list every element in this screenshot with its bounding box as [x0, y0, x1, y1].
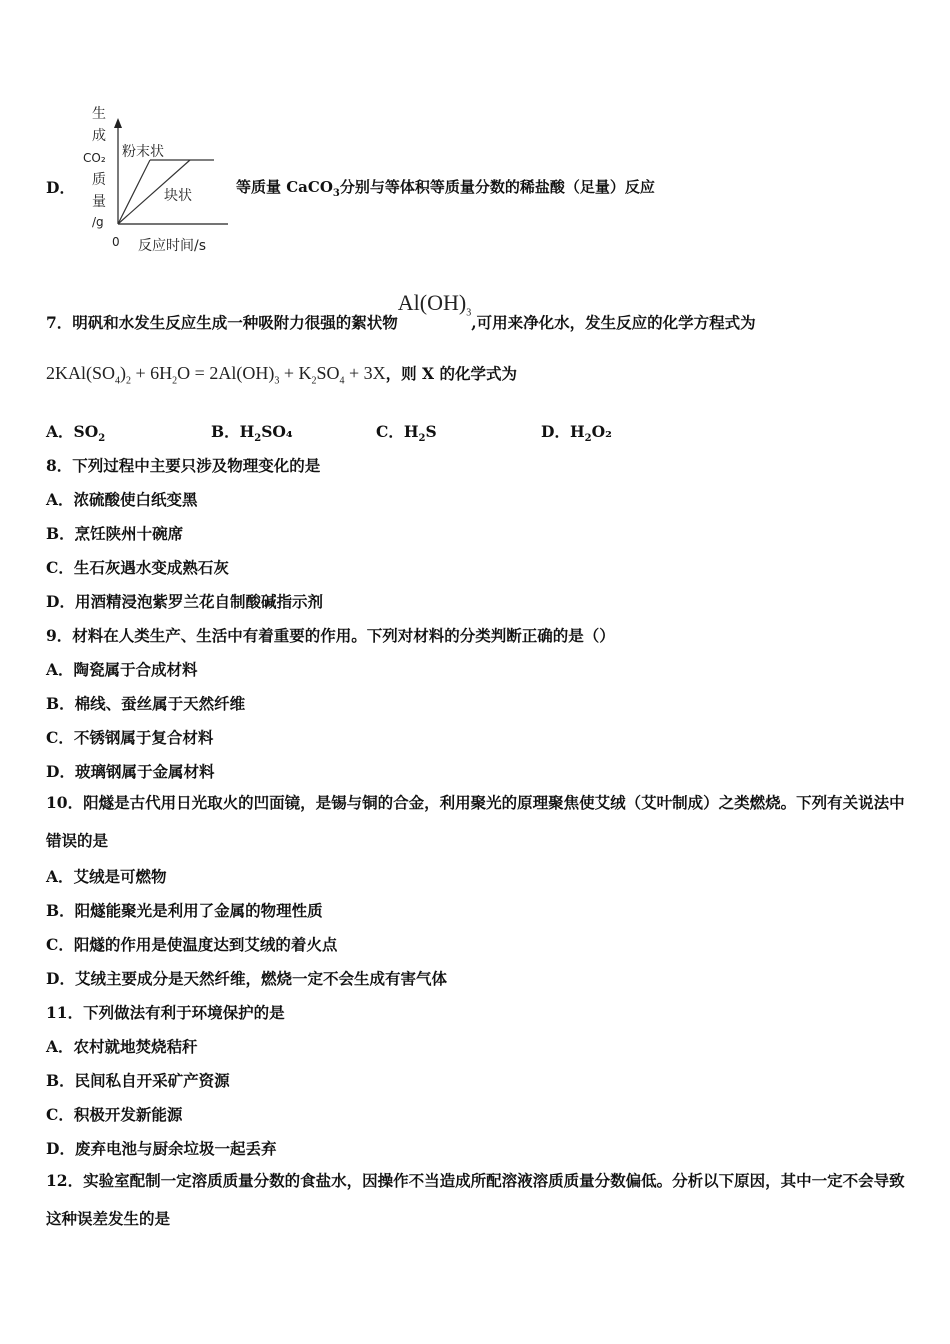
desc-post: 分别与等体积等质量分数的稀盐酸（足量）反应 [339, 178, 655, 196]
q7-equation-line [46, 362, 517, 387]
q7-option-b[interactable]: B．$H_2SO_4$ [211, 422, 293, 445]
q7-option-d[interactable]: D．$H_2O_2$ [541, 422, 612, 445]
q9-option-d[interactable]: D．玻璃钢属于金属材料 [46, 762, 215, 781]
y-label-char: 成 [92, 128, 106, 144]
q11-option-b[interactable]: B．民间私自开采矿产资源 [46, 1071, 230, 1090]
q8-stem: 8．下列过程中主要只涉及物理变化的是 [46, 456, 321, 475]
q11-option-a[interactable]: A．农村就地焚烧秸秆 [46, 1037, 198, 1056]
q9-stem: 9．材料在人类生产、生活中有着重要的作用。下列对材料的分类判断正确的是（） [46, 626, 615, 645]
q9-option-b[interactable]: B．棉线、蚕丝属于天然纤维 [46, 694, 246, 713]
series-label-block: 块状 [164, 188, 192, 204]
q10-option-a[interactable]: A．艾绒是可燃物 [46, 867, 167, 886]
q7-options [46, 420, 706, 444]
q10-option-c[interactable]: C．阳燧的作用是使温度达到艾绒的着火点 [46, 935, 338, 954]
origin-label: 0 [112, 235, 120, 249]
x-axis-label: 反应时间/s [138, 238, 207, 254]
q6-option-d-description [236, 176, 655, 199]
q8-option-a[interactable]: A．浓硫酸使白纸变黑 [46, 490, 198, 509]
q7-compound: $Al(OH)_3$ [397, 290, 472, 319]
q6-option-d-letter: D． [46, 178, 75, 197]
q7-stem-post: ,可用来净化水，发生反应的化学方程式为 [471, 313, 756, 332]
y-label-char: CO₂ [83, 151, 106, 165]
y-label-char: 量 [92, 194, 106, 210]
q8-option-b[interactable]: B．烹饪陕州十碗席 [46, 524, 184, 543]
series-line-powder [118, 160, 150, 224]
q11-option-d[interactable]: D．废弃电池与厨余垃圾一起丢弃 [46, 1139, 277, 1158]
q10-option-d[interactable]: D．艾绒主要成分是天然纤维，燃烧一定不会生成有害气体 [46, 969, 447, 988]
y-label-char: 质 [92, 172, 106, 188]
reaction-time-chart [78, 102, 238, 262]
q9-option-a[interactable]: A．陶瓷属于合成材料 [46, 660, 198, 679]
q8-option-c[interactable]: C．生石灰遇水变成熟石灰 [46, 558, 229, 577]
desc-sub: 3 [332, 188, 340, 199]
q10-stem: 10．阳燧是古代用日光取火的凹面镜，是锡与铜的合金，利用聚光的原理聚焦使艾绒（艾叶制成）之类燃烧。下列有关说法中错误的是 [46, 793, 905, 850]
desc-pre: 等质量 CaCO [236, 178, 333, 196]
q8-option-d[interactable]: D．用酒精浸泡紫罗兰花自制酸碱指示剂 [46, 592, 323, 611]
y-label-char: 生 [92, 106, 106, 122]
q7-option-c[interactable]: C．$H_2S$ [376, 422, 437, 445]
q11-stem: 11．下列做法有利于环境保护的是 [46, 1003, 285, 1022]
chart-y-label [83, 105, 106, 229]
q10-option-b[interactable]: B．阳燧能聚光是利用了金属的物理性质 [46, 901, 323, 920]
q7-equation: $2KAl(SO_4)_2 + 6H_2O = 2Al(OH)_3 + K_2SO_4 + 3X$ [46, 363, 386, 387]
y-axis-arrow [114, 118, 122, 128]
q9-option-c[interactable]: C．不锈钢属于复合材料 [46, 728, 214, 747]
q11-option-c[interactable]: C．积极开发新能源 [46, 1105, 183, 1124]
series-label-powder: 粉末状 [122, 144, 164, 160]
q7-stem [46, 290, 756, 332]
q7-equation-tail: ，则 X 的化学式为 [385, 364, 517, 383]
q12-stem: 12．实验室配制一定溶质质量分数的食盐水，因操作不当造成所配溶液溶质质量分数偏低。分析以下原因，其中一定不会导致这种误差发生的是 [46, 1171, 905, 1228]
y-label-char: /g [92, 215, 104, 229]
q7-option-a[interactable]: A．$SO_2$ [46, 422, 106, 445]
q7-stem-pre: 7．明矾和水发生反应生成一种吸附力很强的絮状物 [46, 313, 398, 332]
